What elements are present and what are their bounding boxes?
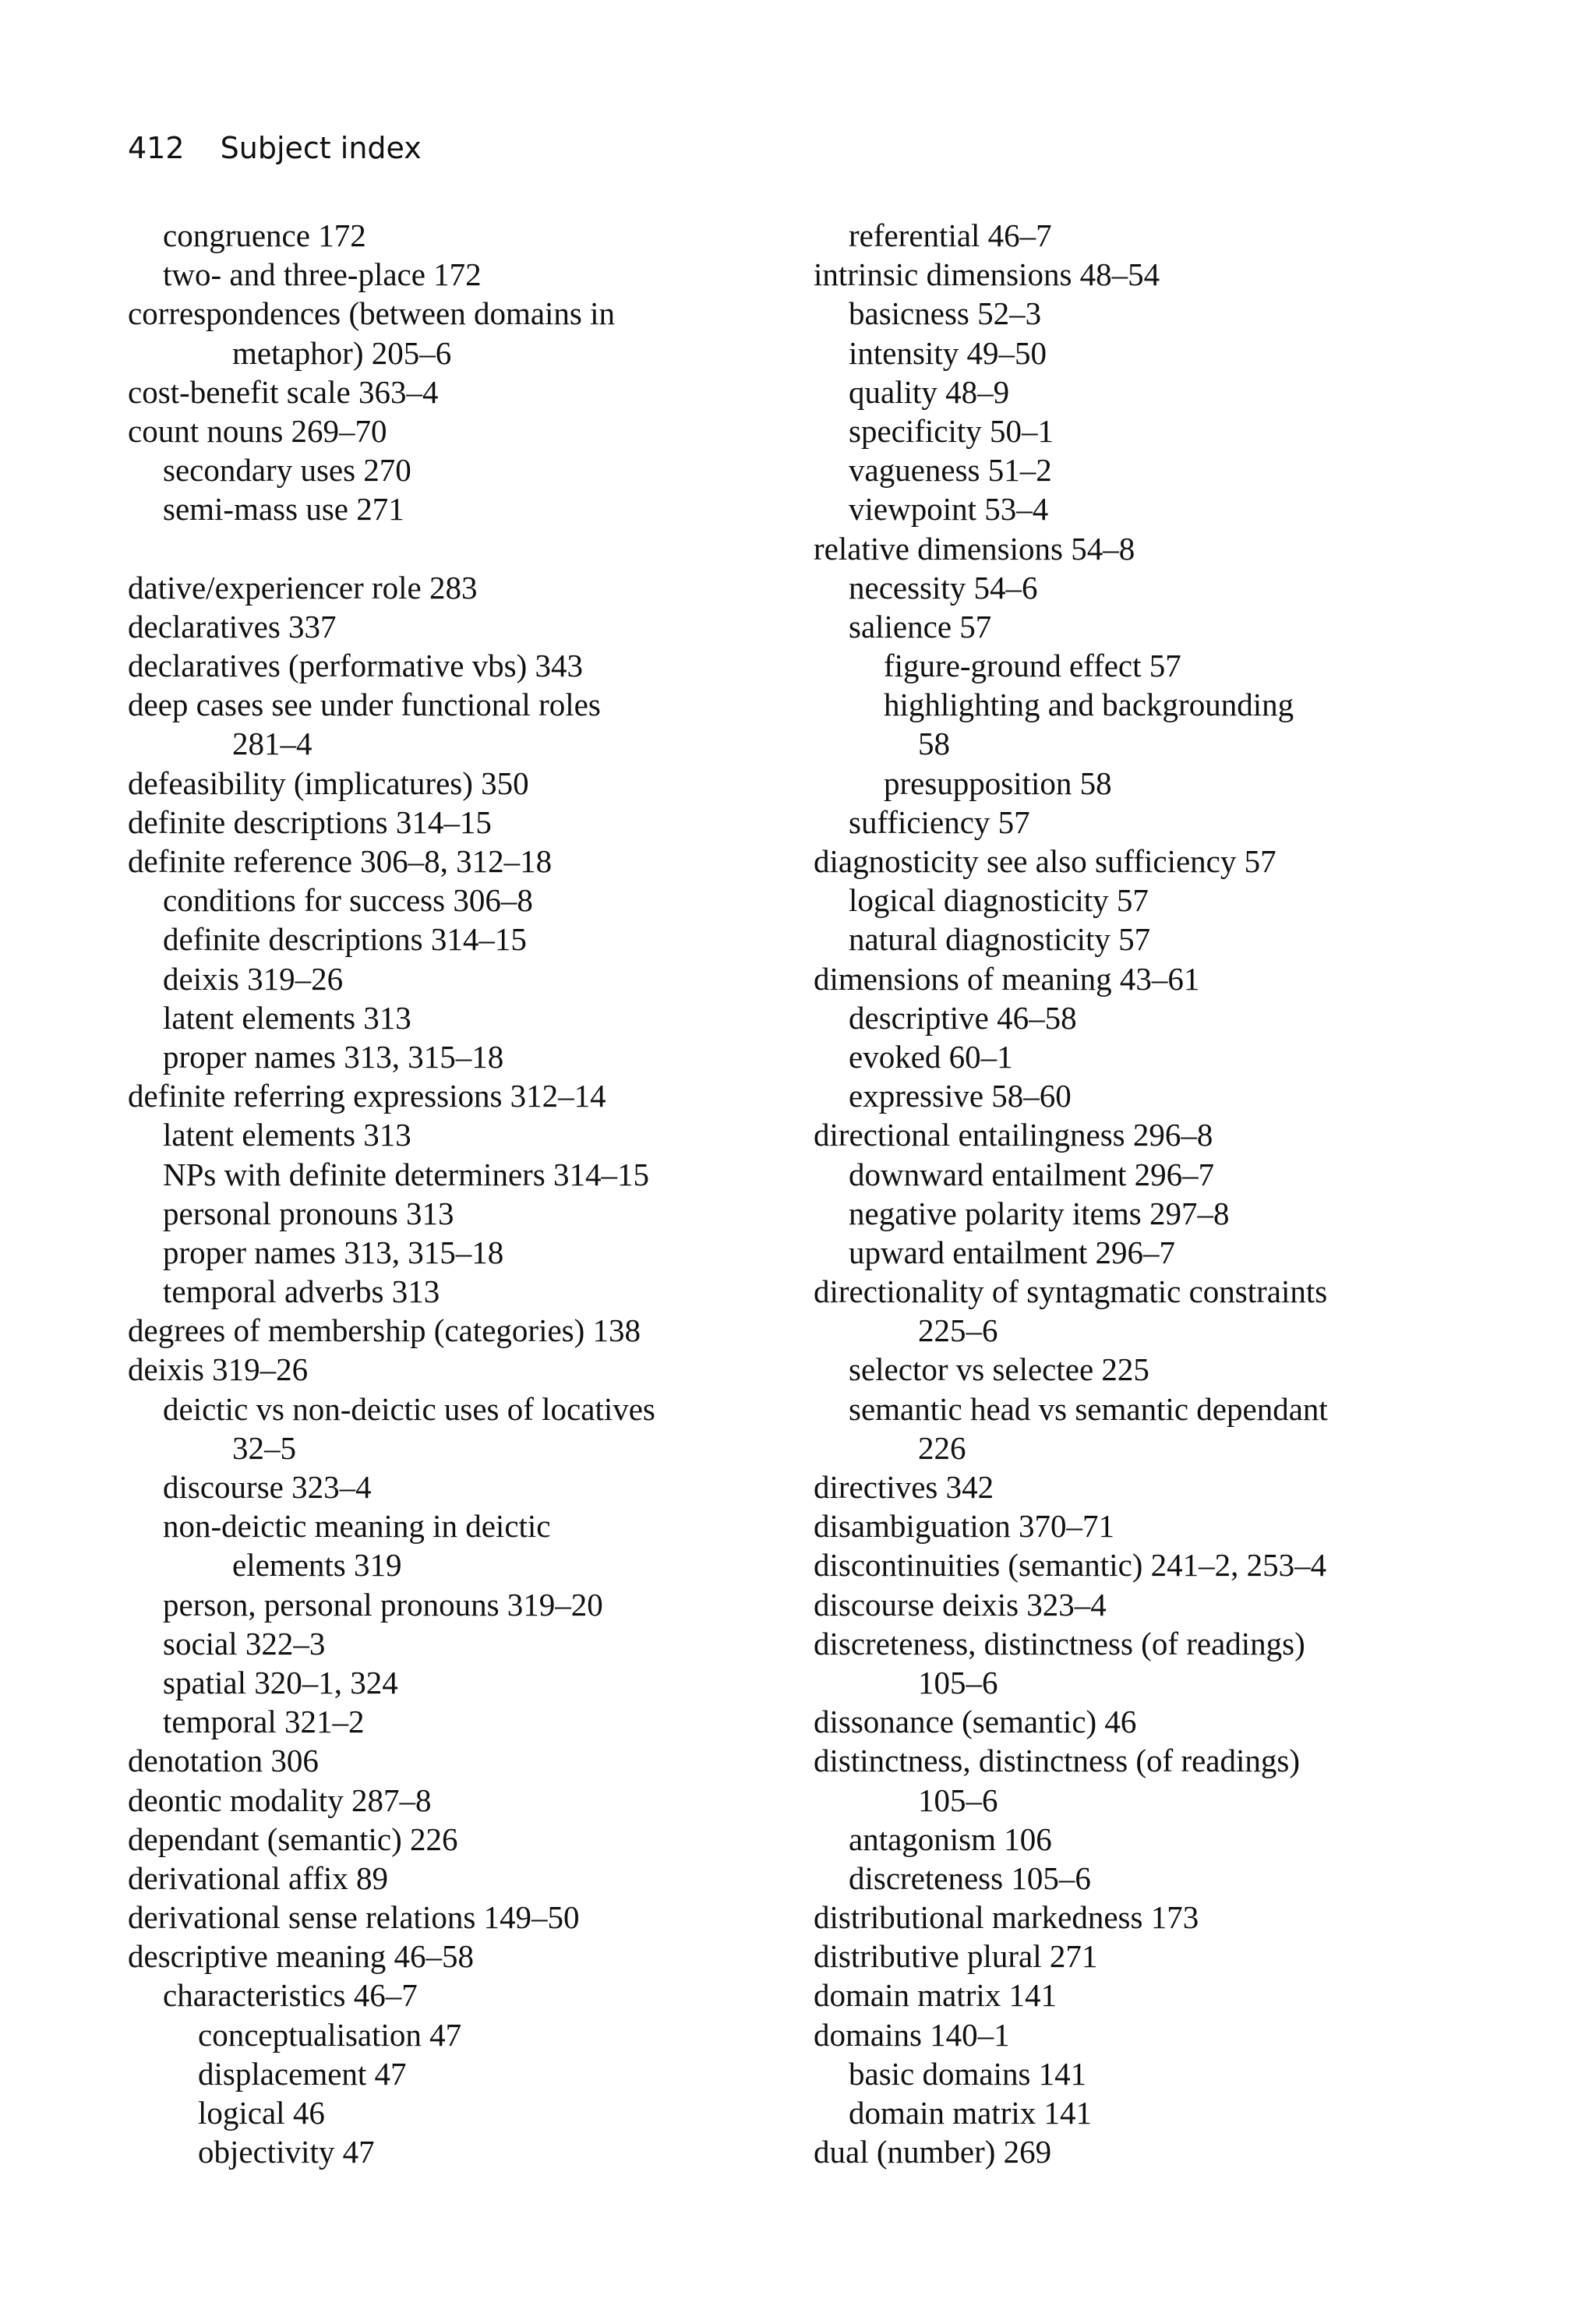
index-subentry: conditions for success 306–8 [163, 882, 533, 919]
index-subentry: necessity 54–6 [849, 569, 1038, 606]
index-subentry: viewpoint 53–4 [849, 491, 1049, 528]
index-subentry: specificity 50–1 [849, 412, 1054, 449]
index-subentry: NPs with definite determiners 314–15 [163, 1156, 650, 1192]
index-subentry: latent elements 313 [163, 1117, 411, 1153]
index-entry: denotation 306 [128, 1743, 319, 1779]
index-subentry: vagueness 51–2 [849, 452, 1052, 489]
index-entry: directional entailingness 296–8 [814, 1117, 1213, 1153]
index-entry: derivational sense relations 149–50 [128, 1899, 580, 1936]
index-entry: deep cases see under functional roles [128, 687, 601, 723]
index-entry: diagnosticity see also sufficiency 57 [814, 843, 1276, 879]
index-subentry: evoked 60–1 [849, 1038, 1013, 1075]
index-entry: dative/experiencer role 283 [128, 569, 478, 606]
index-subentry: social 322–3 [163, 1625, 326, 1662]
index-entry-continuation: 105–6 [918, 1782, 998, 1818]
index-subentry: secondary uses 270 [163, 452, 411, 489]
index-subentry: sufficiency 57 [849, 803, 1030, 840]
index-subentry: personal pronouns 313 [163, 1195, 454, 1231]
index-subentry: latent elements 313 [163, 999, 411, 1036]
index-entry: declaratives (performative vbs) 343 [128, 648, 584, 684]
index-entry: discreteness, distinctness (of readings) [814, 1625, 1305, 1662]
index-subentry: figure-ground effect 57 [884, 648, 1181, 684]
index-entry: discontinuities (semantic) 241–2, 253–4 [814, 1547, 1327, 1584]
index-subentry: temporal adverbs 313 [163, 1273, 440, 1310]
index-subentry: basicness 52–3 [849, 295, 1042, 332]
index-subentry: displacement 47 [198, 2055, 407, 2092]
index-subentry: natural diagnosticity 57 [849, 921, 1151, 958]
index-subentry: highlighting and backgrounding [884, 687, 1294, 723]
index-entry-continuation: 105–6 [918, 1664, 998, 1700]
index-subentry: discourse 323–4 [163, 1469, 372, 1505]
index-subentry: domain matrix 141 [849, 2095, 1093, 2131]
page-number: 412 [128, 131, 185, 165]
index-entry: degrees of membership (categories) 138 [128, 1312, 641, 1349]
index-entry-continuation: elements 319 [232, 1547, 402, 1584]
index-entry: definite referring expressions 312–14 [128, 1078, 606, 1114]
index-entry: declaratives 337 [128, 608, 337, 644]
index-entry: directionality of syntagmatic constraints [814, 1273, 1328, 1310]
page-header [128, 131, 422, 165]
index-subentry: non-deictic meaning in deictic [163, 1508, 551, 1545]
index-entry: distinctness, distinctness (of readings) [814, 1743, 1301, 1779]
index-entry: intrinsic dimensions 48–54 [814, 256, 1160, 293]
index-entry: dimensions of meaning 43–61 [814, 960, 1200, 997]
index-entry: disambiguation 370–71 [814, 1508, 1115, 1545]
index-subentry: semi-mass use 271 [163, 491, 404, 528]
index-entry: relative dimensions 54–8 [814, 530, 1135, 567]
index-entry: defeasibility (implicatures) 350 [128, 765, 529, 801]
index-entry: definite descriptions 314–15 [128, 803, 492, 840]
index-entry: correspondences (between domains in [128, 295, 616, 332]
index-subentry: logical diagnosticity 57 [849, 882, 1149, 919]
index-entry: descriptive meaning 46–58 [128, 1938, 475, 1975]
index-entry: deontic modality 287–8 [128, 1782, 432, 1818]
index-subentry: temporal 321–2 [163, 1704, 365, 1740]
index-subentry: characteristics 46–7 [163, 1977, 418, 2014]
index-subentry: negative polarity items 297–8 [849, 1195, 1230, 1231]
index-entry: derivational affix 89 [128, 1859, 388, 1896]
index-subentry: objectivity 47 [198, 2134, 375, 2170]
index-subentry: conceptualisation 47 [198, 2016, 462, 2053]
index-subentry: expressive 58–60 [849, 1078, 1072, 1114]
running-title: Subject index [220, 131, 422, 165]
index-subentry: downward entailment 296–7 [849, 1156, 1215, 1192]
index-subentry: descriptive 46–58 [849, 999, 1077, 1036]
index-subentry: presupposition 58 [884, 765, 1112, 801]
index-entry-continuation: 281–4 [232, 726, 312, 762]
index-subentry: intensity 49–50 [849, 334, 1047, 371]
index-subentry: proper names 313, 315–18 [163, 1038, 504, 1075]
index-subentry: semantic head vs semantic dependant [849, 1390, 1328, 1427]
index-subentry: proper names 313, 315–18 [163, 1234, 504, 1270]
index-subentry: two- and three-place 172 [163, 256, 482, 293]
index-entry-continuation: metaphor) 205–6 [232, 334, 452, 371]
index-entry: discourse deixis 323–4 [814, 1586, 1107, 1623]
index-entry: dissonance (semantic) 46 [814, 1704, 1137, 1740]
index-subentry: antagonism 106 [849, 1820, 1052, 1857]
index-entry: directives 342 [814, 1469, 994, 1505]
index-subentry: logical 46 [198, 2095, 325, 2131]
index-subentry: person, personal pronouns 319–20 [163, 1586, 603, 1623]
index-entry-continuation: 226 [918, 1429, 966, 1466]
index-subentry: selector vs selectee 225 [849, 1351, 1149, 1388]
index-entry: domain matrix 141 [814, 1977, 1058, 2014]
index-entry-continuation: 58 [918, 726, 950, 762]
index-entry: dual (number) 269 [814, 2134, 1052, 2170]
index-subentry: salience 57 [849, 608, 992, 644]
index-entry: distributional markedness 173 [814, 1899, 1199, 1936]
index-subentry: deictic vs non-deictic uses of locatives [163, 1390, 655, 1427]
blank-line [128, 529, 814, 568]
index-entry: dependant (semantic) 226 [128, 1820, 458, 1857]
index-entry: domains 140–1 [814, 2016, 1010, 2053]
index-subentry: upward entailment 296–7 [849, 1234, 1176, 1270]
index-subentry: quality 48–9 [849, 373, 1010, 410]
index-entry-continuation: 32–5 [232, 1429, 296, 1466]
index-subentry: referential 46–7 [849, 217, 1052, 253]
index-entry: distributive plural 271 [814, 1938, 1098, 1975]
index-column-right [814, 216, 1484, 2171]
index-column-left [128, 216, 814, 2171]
index-subentry: congruence 172 [163, 217, 366, 253]
index-subentry: basic domains 141 [849, 2055, 1087, 2092]
index-subentry: spatial 320–1, 324 [163, 1664, 398, 1700]
index-entry: cost-benefit scale 363–4 [128, 373, 439, 410]
index-entry: deixis 319–26 [128, 1351, 309, 1388]
index-subentry: definite descriptions 314–15 [163, 921, 527, 958]
index-entry: count nouns 269–70 [128, 412, 387, 449]
index-subentry: deixis 319–26 [163, 960, 344, 997]
index-subentry: discreteness 105–6 [849, 1859, 1091, 1896]
index-entry: definite reference 306–8, 312–18 [128, 843, 553, 879]
index-entry-continuation: 225–6 [918, 1312, 998, 1349]
